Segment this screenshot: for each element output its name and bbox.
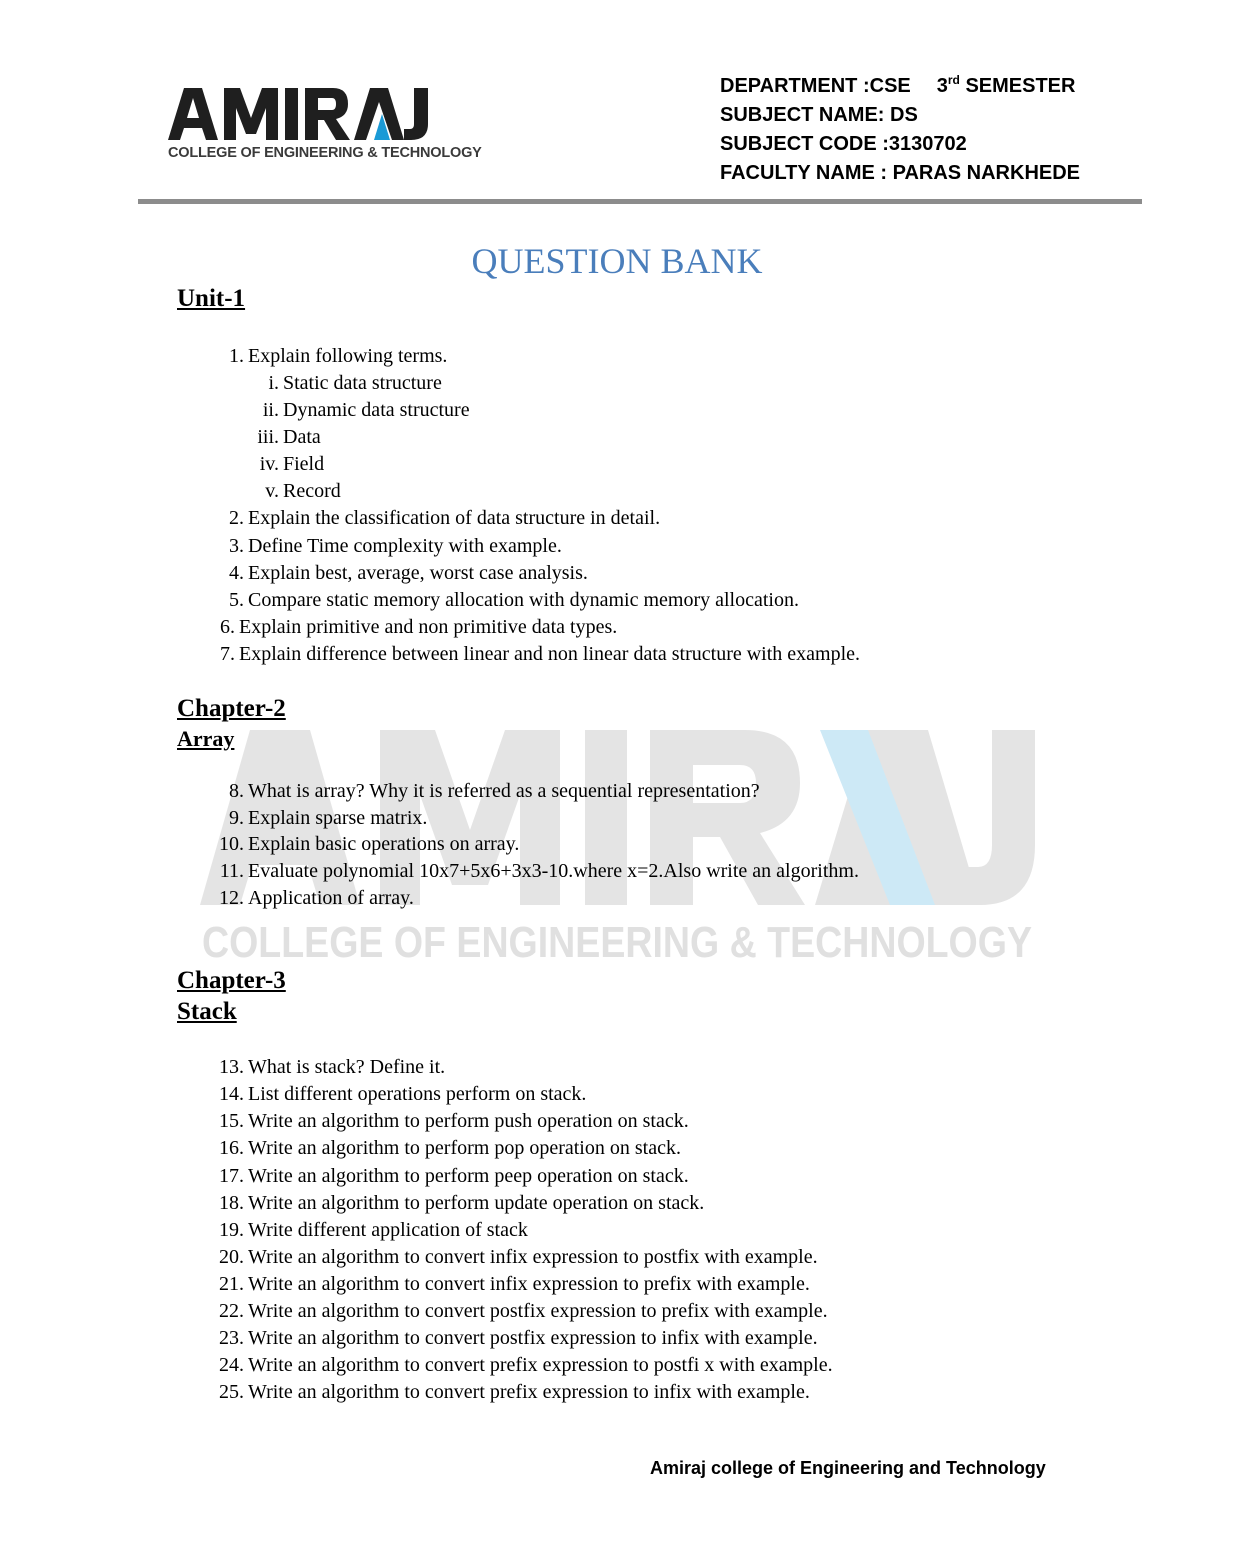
list-item: 4. Explain best, average, worst case analysis. xyxy=(229,562,588,584)
watermark-subtitle: COLLEGE OF ENGINEERING & TECHNOLOGY xyxy=(202,918,1032,967)
list-item: 24. Write an algorithm to convert prefix expression to postfi x with example. xyxy=(219,1354,833,1376)
list-item: iii. Data xyxy=(257,426,321,448)
page-footer: Amiraj college of Engineering and Technology xyxy=(650,1458,1046,1478)
list-item: 19. Write different application of stack xyxy=(219,1219,528,1241)
page-title: QUESTION BANK xyxy=(471,241,763,281)
chapter2-heading: Chapter-2 xyxy=(177,695,286,722)
list-item: v. Record xyxy=(265,480,341,502)
department: DEPARTMENT :CSE xyxy=(720,75,911,97)
list-item: 21. Write an algorithm to convert infix expression to prefix with example. xyxy=(219,1273,810,1295)
list-item: 23. Write an algorithm to convert postfix expression to infix with example. xyxy=(219,1327,818,1349)
header-divider xyxy=(138,199,1142,204)
list-item: 15. Write an algorithm to perform push operation on stack. xyxy=(219,1110,689,1132)
chapter3-heading: Chapter-3 xyxy=(177,967,286,994)
list-item: 6. Explain primitive and non primitive data types. xyxy=(220,616,618,638)
list-item: 11. Evaluate polynomial 10x7+5x6+3x3-10.where x=2.Also write an algorithm. xyxy=(219,860,859,882)
list-item: 14. List different operations perform on stack. xyxy=(219,1083,587,1105)
semester-suffix: rd xyxy=(947,73,960,87)
unit1-heading: Unit-1 xyxy=(177,285,246,312)
list-item: 16. Write an algorithm to perform pop operation on stack. xyxy=(219,1137,681,1159)
semester-number: 3 xyxy=(936,75,948,97)
faculty-name: FACULTY NAME : PARAS NARKHEDE xyxy=(720,162,1081,184)
department-line xyxy=(720,72,1080,101)
list-item: 3. Define Time complexity with example. xyxy=(229,535,562,557)
list-item: ii. Dynamic data structure xyxy=(262,399,470,421)
list-item: 9. Explain sparse matrix. xyxy=(229,807,428,829)
list-item: 22. Write an algorithm to convert postfix expression to prefix with example. xyxy=(219,1300,828,1322)
document-header-info xyxy=(720,72,1080,188)
list-item: 1. Explain following terms. xyxy=(229,345,448,367)
subject-code: SUBJECT CODE :3130702 xyxy=(720,133,967,155)
amiraj-logo-mark xyxy=(168,88,434,140)
list-item: 13. What is stack? Define it. xyxy=(219,1056,446,1078)
list-item: 17. Write an algorithm to perform peep operation on stack. xyxy=(219,1165,689,1187)
subject-name: SUBJECT NAME: DS xyxy=(720,104,918,126)
list-item: 10. Explain basic operations on array. xyxy=(219,833,520,855)
college-logo xyxy=(168,88,482,161)
chapter3-subheading: Stack xyxy=(177,998,237,1025)
logo-subtitle: COLLEGE OF ENGINEERING & TECHNOLOGY xyxy=(168,145,482,161)
list-item: 12. Application of array. xyxy=(219,887,414,909)
list-item: i. Static data structure xyxy=(268,372,442,394)
semester-label: SEMESTER xyxy=(965,75,1076,97)
list-item: 5. Compare static memory allocation with dynamic memory allocation. xyxy=(229,589,799,611)
list-item: 25. Write an algorithm to convert prefix expression to infix with example. xyxy=(219,1381,810,1403)
list-item: 2. Explain the classification of data structure in detail. xyxy=(229,507,661,529)
list-item: 18. Write an algorithm to perform update operation on stack. xyxy=(219,1192,705,1214)
list-item: 8. What is array? Why it is referred as a sequential representation? xyxy=(229,780,760,802)
list-item: 20. Write an algorithm to convert infix expression to postfix with example. xyxy=(219,1246,818,1268)
list-item: iv. Field xyxy=(259,453,325,475)
chapter2-subheading: Array xyxy=(177,726,235,751)
list-item: 7. Explain difference between linear and non linear data structure with example. xyxy=(220,643,861,665)
